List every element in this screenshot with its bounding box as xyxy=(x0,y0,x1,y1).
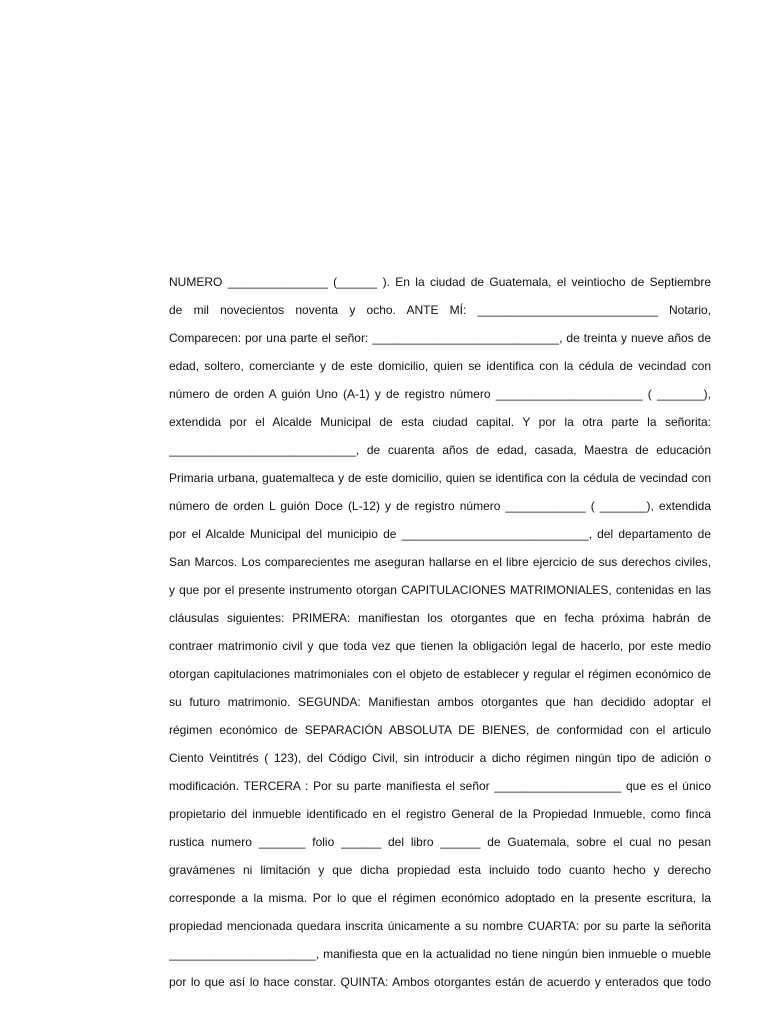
body-line-20: propietario del inmueble identificado en el registro General de la Propiedad Inmueble, como finca xyxy=(169,807,711,821)
body-line-10: por el Alcalde Municipal del municipio de ____________________________, del departamento de xyxy=(169,527,711,541)
body-line-17: régimen económico de SEPARACIÓN ABSOLUTA DE BIENES, de conformidad con el articulo xyxy=(169,723,711,737)
body-line-18: Ciento Veintitrés ( 123), del Código Civil, sin introducir a dicho régimen ningún tipo de adición o xyxy=(169,751,711,765)
body-line-5: número de orden A guión Uno (A-1) y de registro número ______________________ ( _______), xyxy=(169,387,711,401)
body-line-22: gravámenes ni limitación y que dicha propiedad esta incluido todo cuanto hecho y derecho xyxy=(169,863,711,877)
body-line-2: de mil novecientos noventa y ocho. ANTE MÍ: ___________________________ Notario, xyxy=(169,303,711,317)
body-line-4: edad, soltero, comerciante y de este domicilio, quien se identifica con la cédula de vecindad con xyxy=(169,359,711,373)
body-line-8: Primaria urbana, guatemalteca y de este domicilio, quien se identifica con la cédula de vecindad con xyxy=(169,471,711,485)
body-line-13: cláusulas siguientes: PRIMERA: manifiestan los otorgantes que en fecha próxima habrán de xyxy=(169,611,711,625)
body-line-3: Comparecen: por una parte el señor: ____________________________, de treinta y nueve años de xyxy=(169,331,711,345)
body-line-6: extendida por el Alcalde Municipal de esta ciudad capital. Y por la otra parte la señorita: xyxy=(169,415,711,429)
body-line-7: ____________________________, de cuarenta años de edad, casada, Maestra de educación xyxy=(169,443,711,457)
body-line-1: NUMERO _______________ (______ ). En la ciudad de Guatemala, el veintiocho de Septiembre xyxy=(169,275,711,289)
body-line-9: número de orden L guión Doce (L-12) y de registro número ____________ ( _______), extendida xyxy=(169,499,711,513)
body-line-14: contraer matrimonio civil y que toda vez que tienen la obligación legal de hacerlo, por este medio xyxy=(169,639,711,653)
body-line-21: rustica numero _______ folio ______ del libro ______ de Guatemala, sobre el cual no pesan xyxy=(169,835,711,849)
body-line-15: otorgan capitulaciones matrimoniales con el objeto de establecer y regular el régimen económico de xyxy=(169,667,711,681)
body-line-12: y que por el presente instrumento otorgan CAPITULACIONES MATRIMONIALES, contenidas en las xyxy=(169,583,711,597)
body-line-23: corresponde a la misma. Por lo que el régimen económico adoptado en la presente escritura, la xyxy=(169,891,711,905)
body-line-19: modificación. TERCERA : Por su parte manifiesta el señor ___________________ que es el único xyxy=(169,779,711,793)
body-line-26: por lo que así lo hace constar. QUINTA: Ambos otorgantes están de acuerdo y enterados que todo xyxy=(169,975,711,989)
body-line-11: San Marcos. Los comparecientes me aseguran hallarse en el libre ejercicio de sus derechos civiles, xyxy=(169,555,711,569)
body-line-16: su futuro matrimonio. SEGUNDA: Manifiestan ambos otorgantes que han decidido adoptar el xyxy=(169,695,711,709)
contract-body xyxy=(169,273,711,1001)
body-line-24: propiedad mencionada quedara inscrita únicamente a su nombre CUARTA: por su parte la señorita xyxy=(169,919,711,933)
body-line-25: ______________________, manifiesta que en la actualidad no tiene ningún bien inmueble o mueble xyxy=(169,947,711,961)
